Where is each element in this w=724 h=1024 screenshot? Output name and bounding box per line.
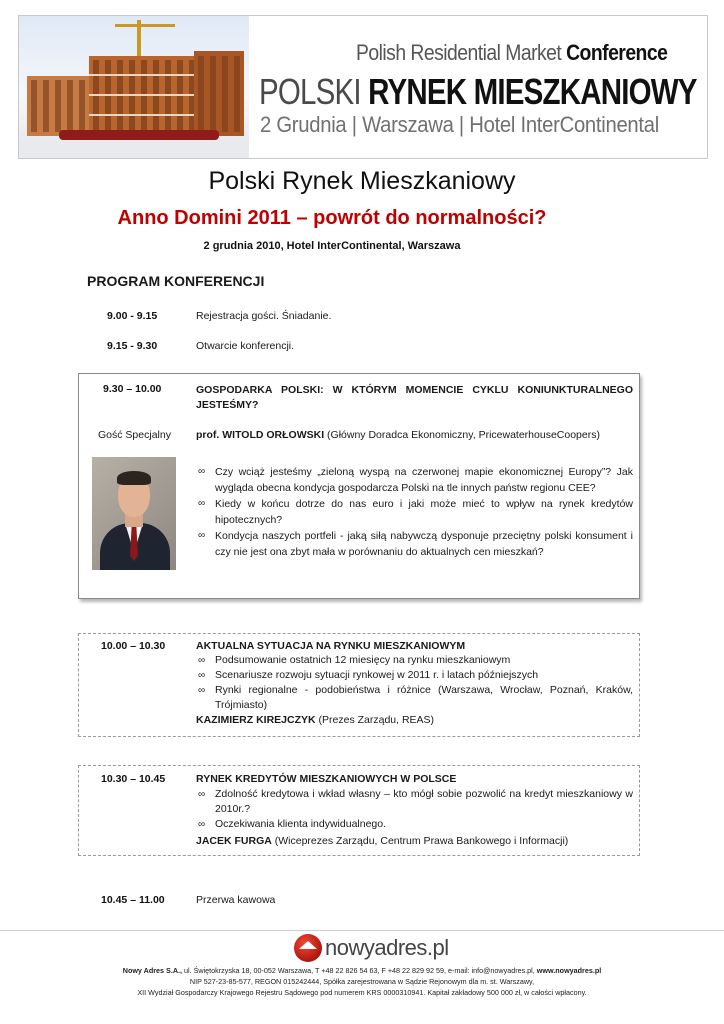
session-time: 10.00 – 10.30 xyxy=(101,640,166,652)
guest-label: Gość Specjalny xyxy=(98,429,171,441)
speaker-name: JACEK FURGA xyxy=(196,835,272,847)
event-date-location: 2 grudnia 2010, Hotel InterContinental, Warszawa xyxy=(203,240,461,252)
speaker-name: KAZIMIERZ KIREJCZYK xyxy=(196,714,316,726)
session-topic: AKTUALNA SYTUACJA NA RYNKU MIESZKANIOWYM xyxy=(196,640,466,652)
speaker-role: (Prezes Zarządu, REAS) xyxy=(318,714,435,726)
footer-website-link[interactable]: www.nowyadres.pl xyxy=(536,966,602,975)
footer-divider xyxy=(0,930,724,931)
speaker-name: prof. WITOLD ORŁOWSKI xyxy=(196,429,325,441)
bullet-icon: ∞ xyxy=(198,530,206,541)
speaker-line xyxy=(196,835,568,847)
footer-address-line: Nowy Adres S.A., ul. Świętokrzyska 18, 00-052 Warszawa, T +48 22 826 54 63, F +48 22 829 92 59, e-mail: info@nowyadres.pl, www.nowyadres.pl xyxy=(122,966,602,975)
bullet-icon: ∞ xyxy=(198,498,206,509)
list-item: ∞ Zdolność kredytowa i wkład własny – kto mógł sobie pozwolić na kredyt mieszkaniowy w 2010r.? xyxy=(198,788,633,815)
list-item: ∞ Podsumowanie ostatnich 12 miesięcy na rynku mieszkaniowym xyxy=(198,654,511,666)
speaker-role: (Wiceprezes Zarządu, Centrum Prawa Bankowego i Informacji) xyxy=(274,835,569,847)
session-time: 9.30 – 10.00 xyxy=(103,383,162,395)
session-title: Rejestracja gości. Śniadanie. xyxy=(196,310,332,322)
speaker-line xyxy=(196,714,434,726)
page-title: Polski Rynek Mieszkaniowy xyxy=(208,167,516,195)
session-time: 10.45 – 11.00 xyxy=(101,894,165,906)
list-item: ∞ Oczekiwania klienta indywidualnego. xyxy=(198,818,387,830)
company-logo xyxy=(294,934,449,964)
session-time: 10.30 – 10.45 xyxy=(101,773,166,785)
session-title: Otwarcie konferencji. xyxy=(196,340,295,352)
conference-banner xyxy=(18,15,708,159)
page-subtitle: Anno Domini 2011 – powrót do normalności? xyxy=(117,207,547,229)
banner-title: POLSKI RYNEK MIESZKANIOWY xyxy=(259,71,697,112)
footer-court-line: XII Wydział Gospodarczy Krajowego Rejestru Sądowego pod numerem KRS 0000310941. Kapitał zakładowy 500 000 zł, w całości wpłacony. xyxy=(137,988,587,997)
logo-text: nowyadres.pl xyxy=(325,935,449,960)
footer-registration-line: NIP 527-23-85-577, REGON 015242444, Spółka zarejestrowana w Sądzie Rejonowym dla m. st. Warszawy, xyxy=(189,977,535,986)
banner-event-details: 2 Grudnia | Warszawa | Hotel InterContinental xyxy=(260,112,659,137)
session-topic: RYNEK KREDYTÓW MIESZKANIOWYCH W POLSCE xyxy=(196,773,457,785)
program-heading: PROGRAM KONFERENCJI xyxy=(87,273,265,289)
banner-subtitle-english: Polish Residential Market Conference xyxy=(356,40,668,65)
session-bullet-list xyxy=(196,464,633,560)
building-construction-image xyxy=(19,16,249,158)
bullet-icon: ∞ xyxy=(198,670,206,681)
bullet-icon: ∞ xyxy=(198,655,206,666)
bullet-icon: ∞ xyxy=(198,466,206,477)
list-item: ∞ Kondycja naszych portfeli - jaką siłą nabywczą dysponuje przeciętny polski konsument i czy nie jest ona zbyt mała w porównaniu do aktualnych cen mieszkań? xyxy=(198,530,633,558)
footer-company-name: Nowy Adres S.A., xyxy=(122,966,183,975)
bullet-icon: ∞ xyxy=(198,685,206,696)
session-title: Przerwa kawowa xyxy=(196,894,276,906)
session-time: 9.00 - 9.15 xyxy=(107,310,158,322)
session-bullet-list xyxy=(196,787,633,832)
speaker-photo xyxy=(92,457,176,570)
bullet-icon: ∞ xyxy=(198,819,206,830)
speaker-role: (Główny Doradca Ekonomiczny, PricewaterhouseCoopers) xyxy=(327,429,600,441)
list-item: ∞ Scenariusze rozwoju sytuacji rynkowej w 2011 r. i latach późniejszych xyxy=(198,669,539,681)
list-item: ∞ Rynki regionalne - podobieństwa i różnice (Warszawa, Wrocław, Poznań, Kraków, Trójmiasto) xyxy=(198,684,633,711)
list-item: ∞ Kiedy w końcu dotrze do nas euro i jaki może mieć to wpływ na rynek kredytów hipotecznych? xyxy=(198,498,633,526)
session-time: 9.15 - 9.30 xyxy=(107,340,158,352)
session-topic: GOSPODARKA POLSKI: W KTÓRYM MOMENCIE CYKLU KONIUNKTURALNEGO JESTEŚMY? xyxy=(196,384,633,411)
speaker-line xyxy=(196,429,600,441)
bullet-icon: ∞ xyxy=(198,789,206,800)
session-bullet-list xyxy=(196,653,633,713)
list-item: ∞ Czy wciąż jesteśmy „zieloną wyspą na czerwonej mapie ekonomicznej Europy”? Jak wygląda obecna kondycja gospodarcza Polski na tle innych państw regionu CEE? xyxy=(198,466,633,494)
roof-icon xyxy=(299,941,317,949)
